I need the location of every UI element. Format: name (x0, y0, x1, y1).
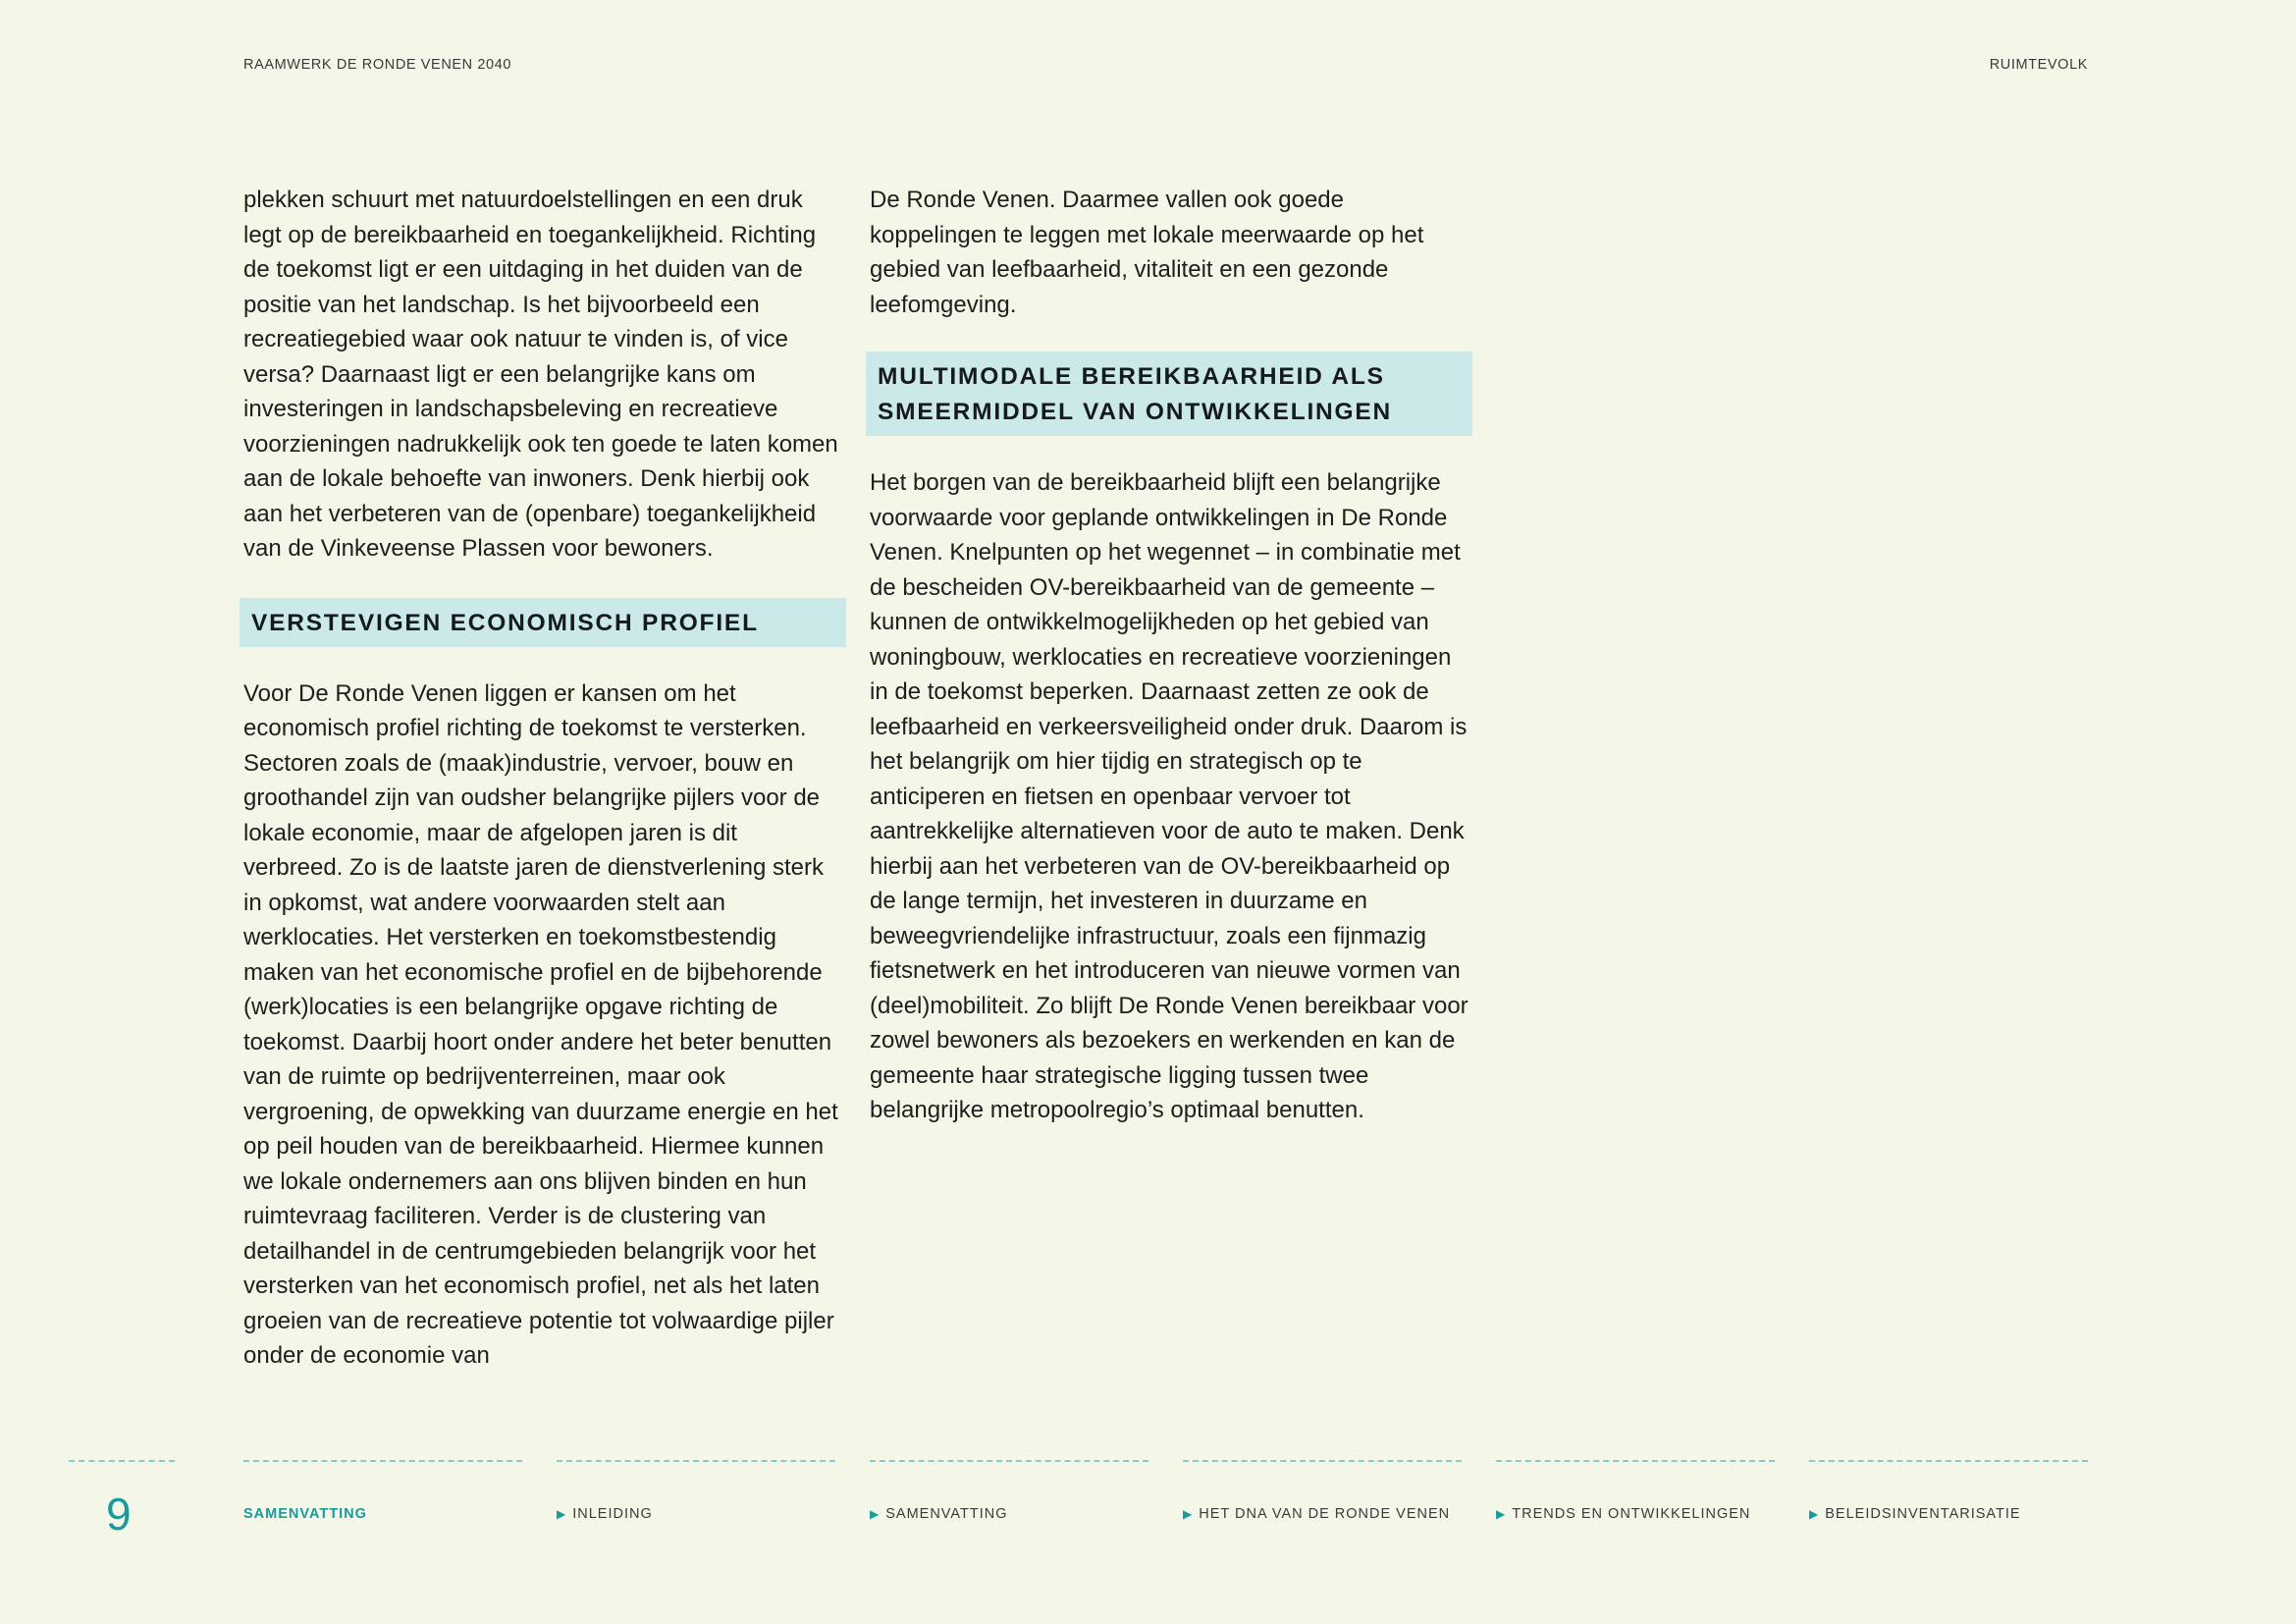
running-head-title: RAAMWERK DE RONDE VENEN 2040 (243, 57, 512, 73)
footer-nav-label: SAMENVATTING (885, 1506, 1008, 1522)
footer-divider (1809, 1460, 2088, 1462)
footer-nav-label: BELEIDSINVENTARISATIE (1825, 1506, 2021, 1522)
footer-nav-samenvatting[interactable] (870, 1506, 1007, 1522)
footer-nav-beleid[interactable] (1809, 1506, 2021, 1522)
footer-divider (69, 1460, 175, 1462)
play-arrow-icon: ▶ (1496, 1507, 1507, 1521)
footer-divider (557, 1460, 835, 1462)
play-arrow-icon: ▶ (1183, 1507, 1194, 1521)
footer-nav-dna[interactable] (1183, 1506, 1450, 1522)
body-paragraph: plekken schuurt met natuurdoelstellingen en een druk legt op de bereikbaarheid en toegankelijkheid. Richting de toekomst ligt er een uitdaging in het duiden van de positie van het landschap. Is het bijvoorbeeld een recreatiegebied waar ook natuur te vinden is, of vice versa? Daarnaast ligt er een belangrijke kans om investeringen in landschapsbeleving en recreatieve voorzieningen nadrukkelijk ook ten goede te laten komen aan de lokale behoefte van inwoners. Denk hierbij ook aan het verbeteren van de (openbare) toegankelijkheid van de Vinkeveense Plassen voor bewoners. (243, 187, 838, 562)
page-number: 9 (106, 1489, 132, 1540)
running-head-publisher: RUIMTEVOLK (1989, 57, 2088, 73)
footer-nav-label: HET DNA VAN DE RONDE VENEN (1199, 1506, 1451, 1522)
footer-nav-label: TRENDS EN ONTWIKKELINGEN (1512, 1506, 1751, 1522)
footer-current-section: SAMENVATTING (243, 1506, 367, 1522)
text-column-right (870, 183, 1468, 1128)
section-heading: VERSTEVIGEN ECONOMISCH PROFIEL (240, 598, 846, 647)
section-heading: MULTIMODALE BEREIKBAARHEID ALS SMEERMIDDEL VAN ONTWIKKELINGEN (866, 352, 1472, 436)
footer-divider (870, 1460, 1148, 1462)
text-column-left (243, 183, 842, 1374)
footer-divider (243, 1460, 522, 1462)
body-paragraph: Het borgen van de bereikbaarheid blijft een belangrijke voorwaarde voor geplande ontwikkelingen in De Ronde Venen. Knelpunten op het wegennet – in combinatie met de bescheiden OV-bereikbaarheid van de gemeente – kunnen de ontwikkelmogelijkheden op het gebied van woningbouw, werklocaties en recreatieve voorzieningen in de toekomst beperken. Daarnaast zetten ze ook de leefbaarheid en verkeersveiligheid onder druk. Daarom is het belangrijk om hier tijdig en strategisch op te anticiperen en fietsen en openbaar vervoer tot aantrekkelijke alternatieven voor de auto te maken. Denk hierbij aan het verbeteren van de OV-bereikbaarheid op de lange termijn, het investeren in duurzame en beweegvriendelijke infrastructuur, zoals een fijnmazig fietsnetwerk en het introduceren van nieuwe vormen van (deel)mobiliteit. Zo blijft De Ronde Venen bereikbaar voor zowel bewoners als bezoekers en werkenden en kan de gemeente haar strategische ligging tussen twee belangrijke metropoolregio’s optimaal benutten. (870, 469, 1468, 1123)
footer-divider (1183, 1460, 1462, 1462)
footer-nav-label: INLEIDING (572, 1506, 653, 1522)
footer-nav-trends[interactable] (1496, 1506, 1750, 1522)
footer-divider (1496, 1460, 1775, 1462)
play-arrow-icon: ▶ (1809, 1507, 1820, 1521)
body-paragraph: Voor De Ronde Venen liggen er kansen om het economisch profiel richting de toekomst te versterken. Sectoren zoals de (maak)industrie, vervoer, bouw en groothandel zijn van oudsher belangrijke pijlers voor de lokale economie, maar de afgelopen jaren is dit verbreed. Zo is de laatste jaren de dienstverlening sterk in opkomst, wat andere voorwaarden stelt aan werklocaties. Het versterken en toekomstbestendig maken van het economische profiel en de bijbehorende (werk)locaties is een belangrijke opgave richting de toekomst. Daarbij hoort onder andere het beter benutten van de ruimte op bedrijventerreinen, maar ook vergroening, de opwekking van duurzame energie en het op peil houden van de bereikbaarheid. Hiermee kunnen we lokale ondernemers aan ons blijven binden en hun ruimtevraag faciliteren. Verder is de clustering van detailhandel in de centrumgebieden belangrijk voor het versterken van het economisch profiel, net als het laten groeien van de recreatieve potentie tot volwaardige pijler onder de economie van (243, 679, 838, 1369)
play-arrow-icon: ▶ (870, 1507, 881, 1521)
body-paragraph: De Ronde Venen. Daarmee vallen ook goede koppelingen te leggen met lokale meerwaarde op het gebied van leefbaarheid, vitaliteit en een gezonde leefomgeving. (870, 187, 1424, 318)
footer-nav-inleiding[interactable] (557, 1506, 653, 1522)
play-arrow-icon: ▶ (557, 1507, 567, 1521)
